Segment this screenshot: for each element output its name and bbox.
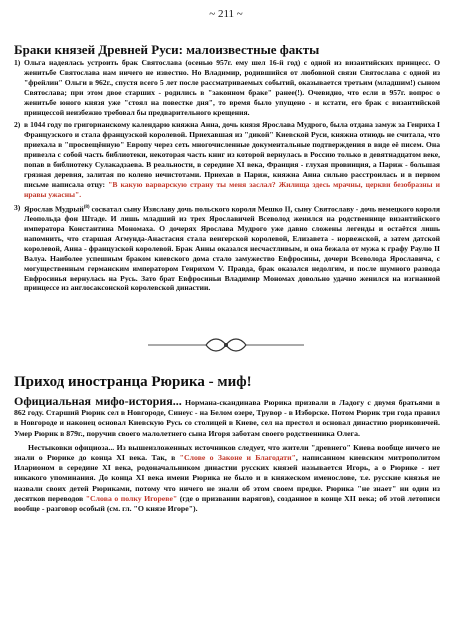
item-number: 2): [14, 120, 21, 130]
item-text-start: Ярослав Мудрый: [24, 204, 84, 214]
rurik-section-body: [14, 396, 440, 518]
ornament-divider: [146, 336, 306, 354]
paragraph-text: (где о призвании варягов), созданное в конце XII века; об этой летописи вообще - разговор особый (см. гл. "О князе Игоре").: [14, 493, 440, 514]
item-number: 3): [14, 202, 21, 212]
footnote-ref: (8): [83, 204, 90, 210]
marriages-list: [14, 58, 440, 296]
quote-slovo-zakone: "Слове о Законе и Благодати": [179, 453, 296, 463]
item-number: 1): [14, 58, 21, 67]
anna-letter-quote: "В какую варварскую страну ты меня заслал? Жилища здесь мрачны, церкви безобразны и нравы ужасны".: [24, 179, 440, 199]
item-text-body: в 1044 году по григорианскому календарю княжна Анна, дочь князя Ярослава Мудрого, была отдана замуж за Генриха I Французского и стала французской королевой. Приехавшая из "дикой" Киевской Руси, княжна отнюдь не считала, что приехала в "просвещённую" Европу через сеть многочисленные документальные подтверждения в виде её писем. Она привезла с собой часть библиотеки, некоторая часть книг из которой вернулась в Россию только в девятнадцатом веке, попав в библиотеку Сулакадзаева. В реальности, в середине XI века, Франция - глухая провинция, а Париж - большая грязная деревня, залитая по колено нечистотами. Приехав в Париж, княжна Анна сильно расстроилась и в первом письме написала отцу:: [24, 120, 440, 189]
item-text: [24, 120, 440, 199]
list-item: [14, 203, 440, 294]
paragraph: [14, 443, 440, 514]
quote-slovo-polku: "Слова о полку Игореве": [85, 493, 178, 503]
paragraph-text: , написанном киевским митрополитом Иларионом в середине XI века, родоначальником династии русских князей называется Игорь, а о Рюрике - нет никакого упоминания. До конца XI века имени Рюрика не было и в княжеском именослове, т.е. русские князья не назвали своих детей Рюриками, потому что ничего не знали об этом своем предке. Рюрика "не знает" ни один из десятков переводов: [14, 453, 441, 503]
paragraph: [14, 396, 440, 439]
item-text: [24, 203, 440, 294]
section-title-marriages: Браки князей Древней Руси: малоизвестные факты: [14, 42, 320, 57]
item-text: Ольга надеялась устроить брак Святослава (осенью 957г. ему шел 16-й год) с одной из византийских принцесс. О женитьбе Святослава нам ничего не известно. Но Владимир, родившийся от любовной связи Святослава с одной из "фрейлин" Ольги в 962г., спустя всего 5 лет после рассматриваемых событий, оказывается третьим (младшим!) сыном Святослава; при этом двое старших - родились в "законном браке" ранее(!). Очевидно, что если в 957г. вопрос о женитьбе юного князя уже "стоял на повестке дня", то время было упущено - и кстати, его брак с византийской принцессой неизбежно требовал бы предварительного крещения.: [24, 58, 440, 117]
paragraph-text: Нестыковки официоза... Из вышеизложенных источников следует, что жители "древнего" Киева вообще ничего не знали о Рюрике до конца XI века. Так, в: [14, 442, 440, 463]
page-number: ~ 211 ~: [209, 8, 243, 20]
subheading: Официальная мифо-история...: [14, 394, 182, 408]
item-text-rest: сосватал сыну Изяславу дочь польского короля Мешко II, сыну Святославу - дочь немецкого короля Леопольда фон Штаде. И лишь младший из трех Ярославичей Всеволод женился на родственнице византийского императора Константина Мономаха. О дочерях Ярослава Мудрого уже давно сложены легенды и остаётся лишь напомнить, что старшая Агмунда-Анастасия стала венгерской королевой, Елизавета - норвежской, а затем датской королевой, Анна - французской королевой. Брак Анны оказался несчастливым, и она бежала от мужа к графу Раулю II Валуа. Наиболее успешным браком киевского дома стало замужество Евфросины, дочери Всеволода Ярославича, с могущественным германским императором Генрихом V. Правда, брак оказался недолгим, и после шумного развода Евфросинья вернулась на Русь. Зато брат Евфросиньи Владимир Мономах довольно удачно женился на изгнанной принцессе из англосаксонской королевской династии.: [24, 204, 440, 293]
list-item: [14, 120, 440, 199]
paragraph-text: Нормана-скандинава Рюрика призвали в Ладогу с двумя братьями в 862 году. Старший Рюрик сел в Новгороде, Синеус - на Белом озере, Трувор - в Изборске. Потом Рюрик три года правил в Новгороде и наконец основал Киевскую Русь со столицей в Киеве, сел на престол и основал династию рюриковичей. Умер Рюрик в 879г., поручив своего малолетнего сына Игоря заботам своего родственника Олега.: [14, 398, 441, 438]
section-title-rurik: Приход иностранца Рюрика - миф!: [14, 374, 252, 390]
list-item: [14, 58, 440, 117]
